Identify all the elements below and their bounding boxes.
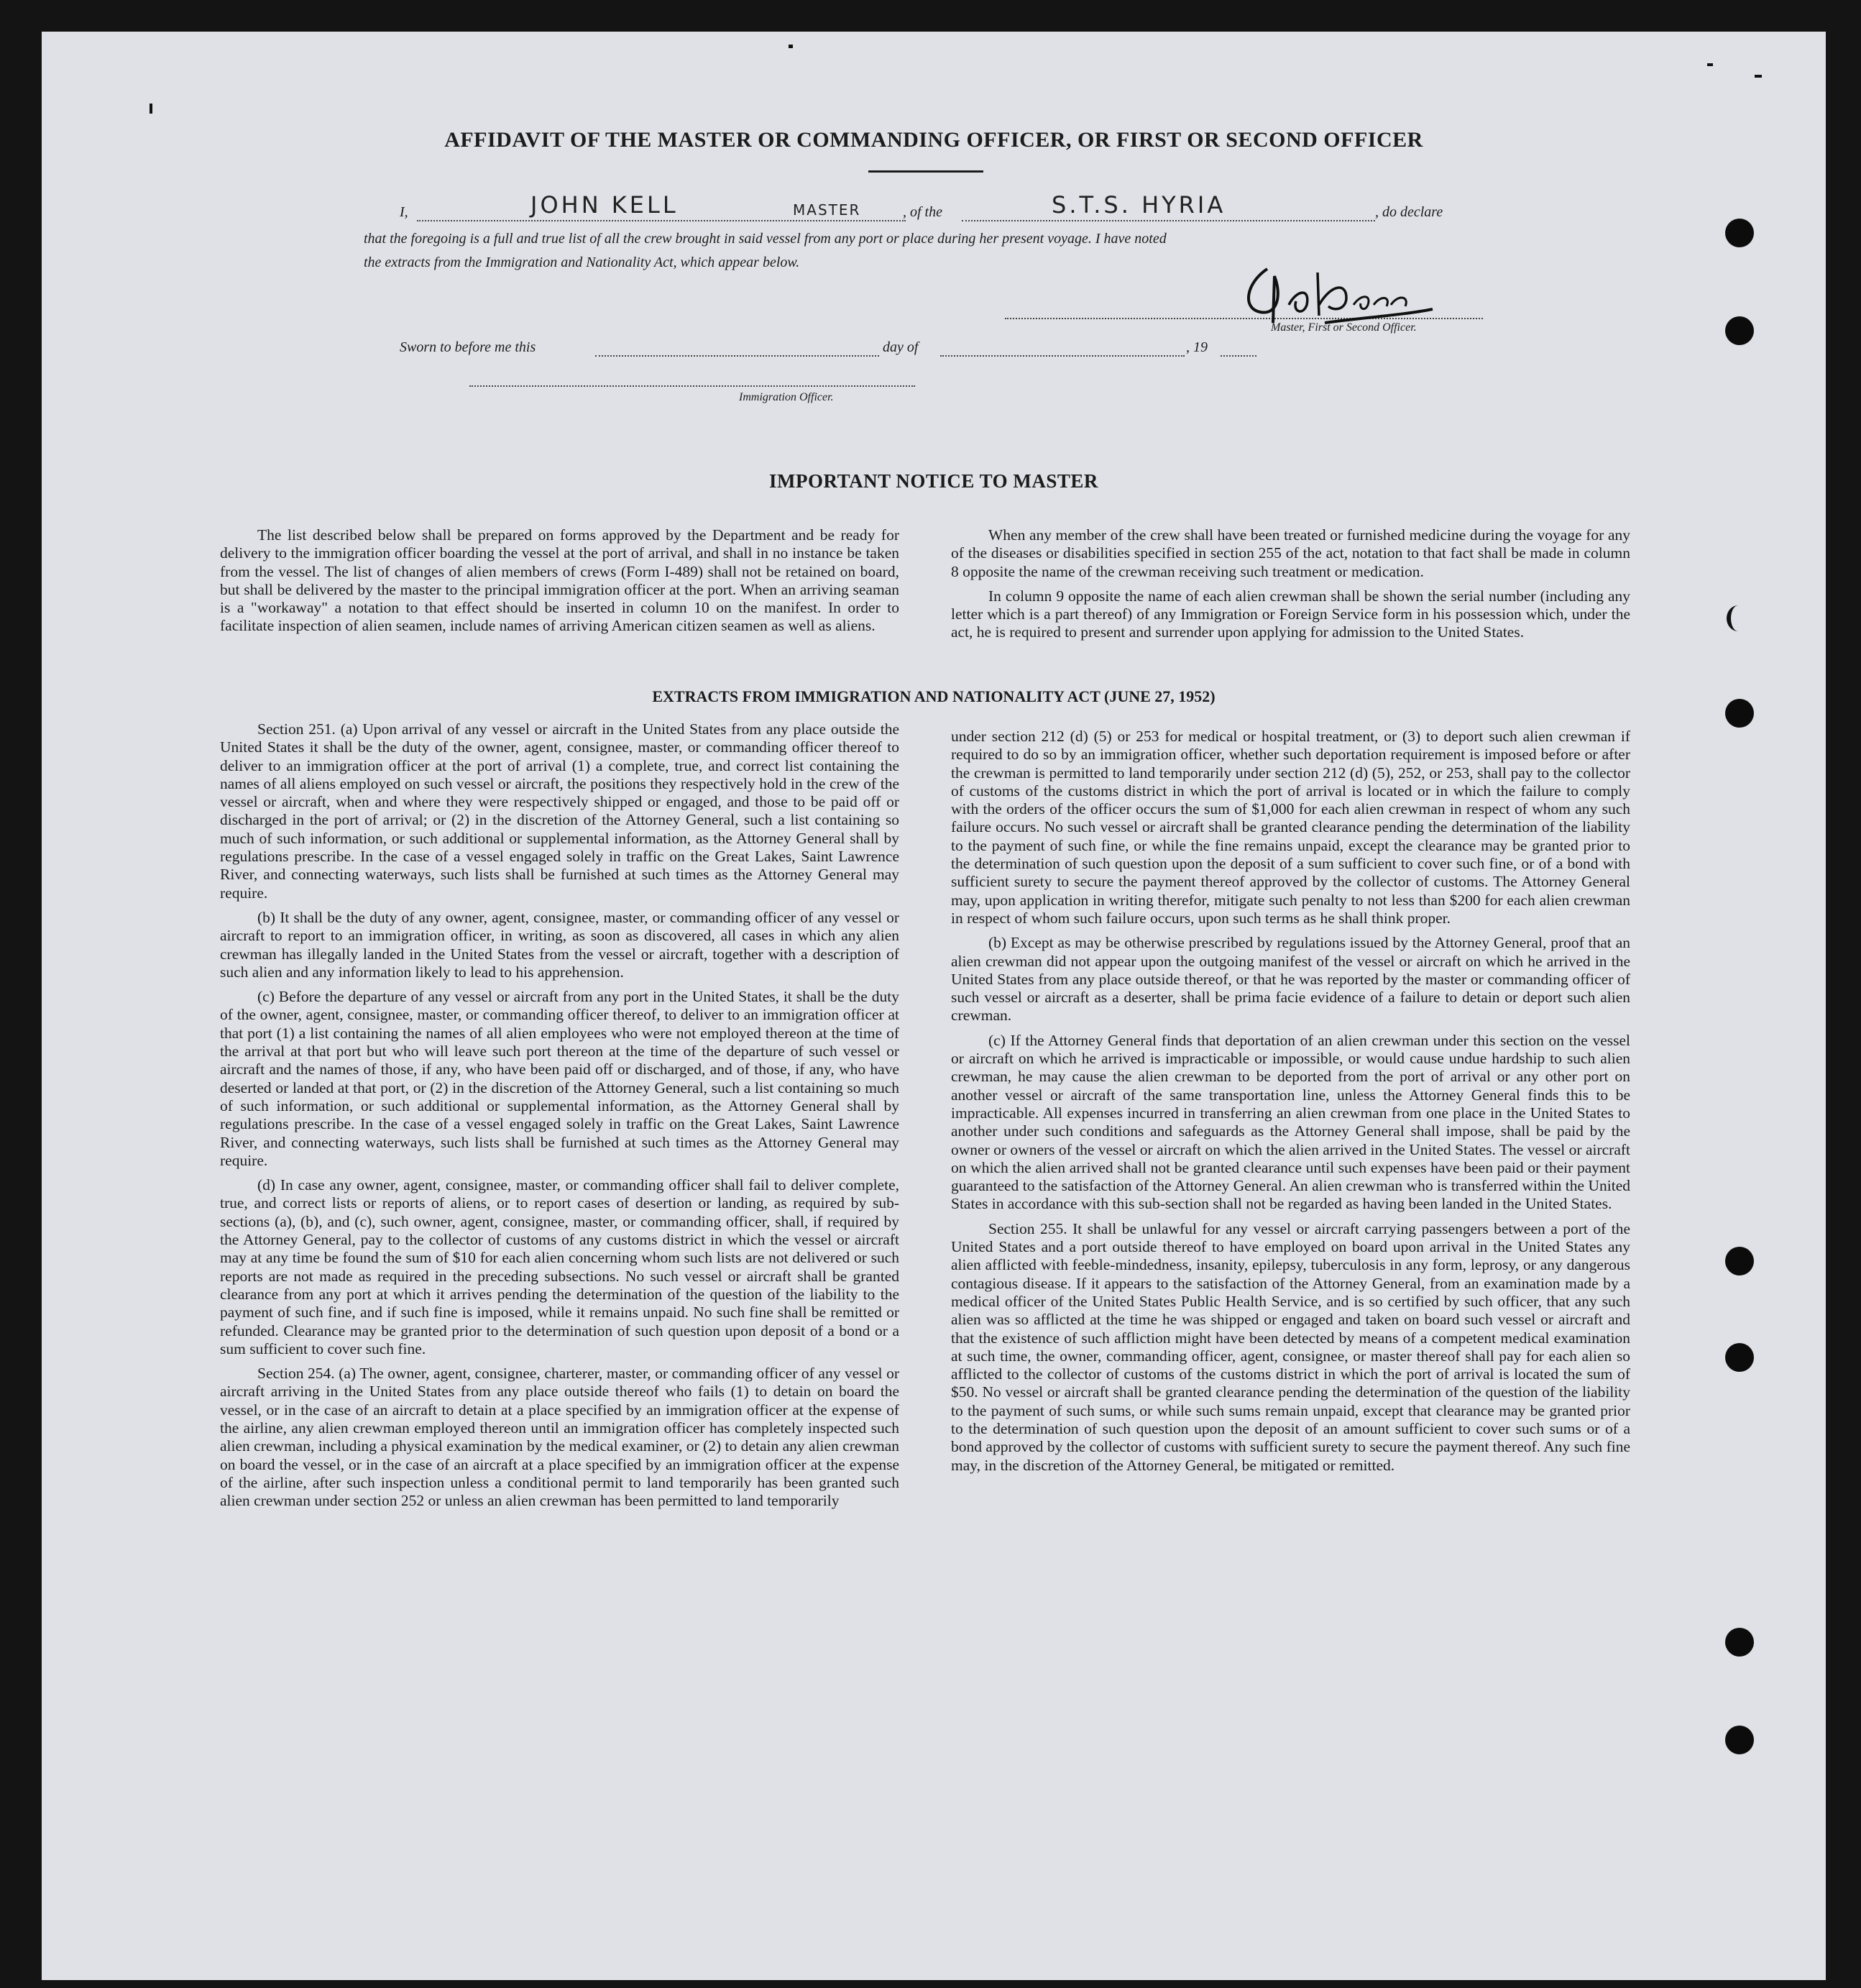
affidavit-line-2: that the foregoing is a full and true list of all the crew brought in said vessel from any port or place during her present voyage. I have noted	[364, 231, 1167, 247]
extracts-left-column	[220, 720, 899, 1516]
binder-hole	[1725, 1726, 1754, 1754]
extracts-title: EXTRACTS FROM IMMIGRATION AND NATIONALITY ACT (JUNE 27, 1952)	[652, 687, 1216, 705]
binder-hole	[1725, 1628, 1754, 1657]
scan-mark	[1755, 75, 1762, 78]
master-name-handwritten: JOHN KELL	[530, 191, 679, 219]
notice-right-paragraph-1: When any member of the crew shall have been treated or furnished medicine during the voyage for any of the diseases or disabilities specified in section 255 of the act, notation to that fact shall be made in column 8 opposite the name of the crewman receiving such treatment or medication.	[951, 526, 1630, 580]
section-254-a-continued: under section 212 (d) (5) or 253 for medical or hospital treatment, or (3) to deport such alien crewman if required to do so by an immigration officer, whether such deportation requirement is imposed before or after the crewman is permitted to land temporarily under section 212 (d) (5), 252, or 253, shall pay to the collector of customs of the customs district in which the port of arrival is located or in which the failure to comply with the orders of the officer occurs the sum of $1,000 for each alien crewman in respect of whom any such failure occurs. No such vessel or aircraft shall be granted clearance pending the determination of the liability to the payment of such fine, or while the fine remains unpaid, except the clearance may be granted prior to the determination of such question upon the deposit of a sum sufficient to cover such fine, or of a bond with sufficient surety to secure the payment thereof approved by the collector of customs. The Attorney General may, upon application in writing therefor, mitigate such penalty to not less than $200 for each alien crewman in respect of whom such failure occurs, upon such terms as he shall think proper.	[951, 728, 1630, 927]
binder-hole	[1725, 1247, 1754, 1275]
document-page	[42, 32, 1826, 1980]
section-254-c: (c) If the Attorney General finds that deportation of an alien crewman under this section on the vessel or aircraft on which he arrived is impracticable or impossible, or would cause undue hardship to such alien crewman, he may cause the alien crewman to be deported from the port of arrival or any other port on another vessel or aircraft of the same transportation line, unless the Attorney General finds this to be impracticable. All expenses incurred in transferring an alien crewman from one place in the United States to another under such conditions and safeguards as the Attorney General shall impose, shall be paid by the owner or owners of the vessel or aircraft on which the alien arrived in the United States. The vessel or aircraft on which the alien arrived shall not be granted clearance until such expenses have been paid or their payment guaranteed to the satisfaction of the Attorney General. An alien crewman who is transferred within the United States in accordance with this sub-section shall not be regarded as having been landed in the United States.	[951, 1031, 1630, 1213]
binder-hole	[1725, 699, 1754, 728]
section-254-a: Section 254. (a) The owner, agent, consignee, charterer, master, or commanding officer of any vessel or aircraft arriving in the United States from any place outside thereof who fails (1) to detain on board the vessel, or in the case of an aircraft to detain at a place specified by an immigration officer at the expense of the airline, any alien crewman employed thereon until an immigration officer has completely inspected such alien crewman, including a physical examination by the medical examiner, or (2) to detain any alien crewman on board the vessel, or in the case of an aircraft at a place specified by an immigration officer at the expense of the airline, after such inspection unless a conditional permit to land temporarily has been granted such alien crewman under section 252 or unless an alien crewman has been permitted to land temporarily	[220, 1365, 899, 1510]
section-254-b: (b) Except as may be otherwise prescribed by regulations issued by the Attorney General, proof that an alien crewman did not appear upon the outgoing manifest of the vessel or aircraft on which he arrived in the United States from any place outside thereof, or that he was reported by the master or commanding officer of such vessel or aircraft as a deserter, shall be prima facie evidence of a failure to detain or deport such alien crewman.	[951, 934, 1630, 1025]
section-251-a: Section 251. (a) Upon arrival of any vessel or aircraft in the United States from any place outside the United States it shall be the duty of the owner, agent, consignee, master, or commanding officer thereof to deliver to an immigration officer at the port of arrival (1) a complete, true, and correct list containing the names of all aliens employed on such vessel or aircraft, the positions they respectively hold in the crew of the vessel or aircraft, when and where they were respectively shipped or engaged, and those to be paid off or discharged in the port of arrival; or (2) in the discretion of the Attorney General, such a list containing so much of such information, or such additional or supplemental information, as the Attorney General shall by regulations prescribe. In the case of a vessel engaged solely in traffic on the Great Lakes, Saint Lawrence River, and connecting waterways, such lists shall be furnished at such times as the Attorney General may require.	[220, 720, 899, 902]
immigration-officer-caption: Immigration Officer.	[739, 391, 834, 403]
rank-handwritten: MASTER	[793, 201, 861, 219]
vessel-dotted-line	[962, 220, 1375, 221]
do-declare-text: , do declare	[1375, 204, 1443, 220]
signature-caption: Master, First or Second Officer.	[1271, 321, 1417, 334]
binder-half-hole	[1727, 605, 1750, 631]
extracts-right-column	[951, 728, 1630, 1481]
year-dotted-line	[1221, 355, 1256, 357]
day-of-text: day of	[883, 339, 919, 355]
name-dotted-line	[417, 220, 906, 221]
vessel-name-handwritten: S.T.S. HYRIA	[1052, 191, 1226, 219]
affidavit-title: AFFIDAVIT OF THE MASTER OR COMMANDING OFFICER, OR FIRST OR SECOND OFFICER	[444, 128, 1423, 152]
notice-left-column	[220, 526, 899, 642]
section-251-b: (b) It shall be the duty of any owner, agent, consignee, master, or commanding officer of any vessel or aircraft to report to an immigration officer, in writing, as soon as discovered, all cases in which any alien crewman has illegally landed in the United States from the vessel or aircraft, together with a description of such alien and any information likely to lead to his apprehension.	[220, 908, 899, 981]
affidavit-prefix: I,	[400, 204, 408, 220]
section-251-d: (d) In case any owner, agent, consignee, master, or commanding officer shall fail to deliver complete, true, and correct lists or reports of aliens, or to report cases of desertion or landing, as required by sub-sections (a), (b), and (c), such owner, agent, consignee, master, or commanding officer, shall, if required by the Attorney General, pay to the collector of customs of any customs district in which the vessel or aircraft may at any time be found the sum of $10 for each alien concerning whom such lists are not delivered or such reports are not made as required in the preceding subsections. No such vessel or aircraft shall be granted clearance from any port at which it arrives pending the determination of the question of the liability to the payment of such fine, and if such fine is imposed, while it remains unpaid. No such fine shall be remitted or refunded. Clearance may be granted prior to the determination of such question upon deposit of a bond or a sum sufficient to cover such fine.	[220, 1176, 899, 1357]
notice-right-column	[951, 526, 1630, 649]
notice-left-paragraph: The list described below shall be prepared on forms approved by the Department and be ready for delivery to the immigration officer boarding the vessel at the port of arrival, and shall in no instance be taken from the vessel. The list of changes of alien members of crews (Form I-489) shall not be retained on board, but shall be delivered by the master to the principal immigration officer at the port. When an arriving seaman is a "workaway" a notation to that effect should be inserted in column 10 on the manifest. In order to facilitate inspection of alien seamen, include names of arriving American citizen seamen as well as aliens.	[220, 526, 899, 635]
officer-dotted-line	[469, 385, 915, 387]
scan-mark	[150, 104, 152, 114]
binder-hole	[1725, 316, 1754, 345]
notice-title: IMPORTANT NOTICE TO MASTER	[769, 470, 1098, 492]
section-251-c: (c) Before the departure of any vessel or aircraft from any port in the United States, it shall be the duty of the owner, agent, consignee, master, or commanding officer thereof, to deliver to an immigration officer at that port (1) a list containing the names of all alien employees who were not employed thereon at the time of the arrival at that port but who will leave such port thereon at the time of the departure of such vessel or aircraft and the names of those, if any, who have been paid off or discharged, and of those, if any, who have deserted or landed at that port, or (2) in the discretion of the Attorney General, such a list containing so much of such information, or such additional or supplemental information, as the Attorney General shall by regulations prescribe. In the case of a vessel engaged solely in traffic on the Great Lakes, Saint Lawrence River, and connecting waterways, such lists shall be furnished at such times as the Attorney General may require.	[220, 988, 899, 1169]
of-the-text: , of the	[903, 204, 942, 220]
section-255: Section 255. It shall be unlawful for any vessel or aircraft carrying passengers between a port of the United States and a port outside thereof to have employed on board upon arrival in the United States any alien afflicted with feeble-mindedness, insanity, epilepsy, tuberculosis in any form, leprosy, or any dangerous contagious disease. If it appears to the satisfaction of the Attorney General, from an examination made by a medical officer of the United States Public Health Service, and is so certified by such officer, that any such alien was so afflicted at the time he was shipped or engaged and taken on board such vessel or aircraft and that the existence of such affliction might have been detected by means of a competent medical examination at such time, the owner, commanding officer, agent, consignee, or master thereof shall pay for each alien so afflicted to the collector of customs of the customs district in which the port of arrival is located the sum of $50. No vessel or aircraft shall be granted clearance pending the determination of the question of the liability to the payment of such sums, or while such sums remain unpaid, except that clearance may be granted prior to the determination of such question upon the deposit of an amount sufficient to cover such sums or of a bond approved by the collector of customs with sufficient surety to secure the payment thereof. Any such fine may, in the discretion of the Attorney General, be mitigated or remitted.	[951, 1219, 1630, 1474]
year-prefix: , 19	[1186, 339, 1208, 355]
scan-mark	[789, 45, 793, 48]
sworn-text: Sworn to before me this	[400, 339, 536, 355]
binder-hole	[1725, 219, 1754, 247]
scan-mark	[1707, 63, 1713, 66]
binder-hole	[1725, 1343, 1754, 1372]
affidavit-line-3: the extracts from the Immigration and Nationality Act, which appear below.	[364, 255, 800, 270]
month-dotted-line	[940, 355, 1185, 357]
sworn-date-dotted-line	[595, 355, 879, 357]
notice-right-paragraph-2: In column 9 opposite the name of each alien crewman shall be shown the serial number (including any letter which is a part thereof) of any Immigration or Foreign Service form in his possession which, under the act, he is required to present and surrender upon applying for admission to the United States.	[951, 587, 1630, 641]
title-rule	[868, 170, 983, 173]
